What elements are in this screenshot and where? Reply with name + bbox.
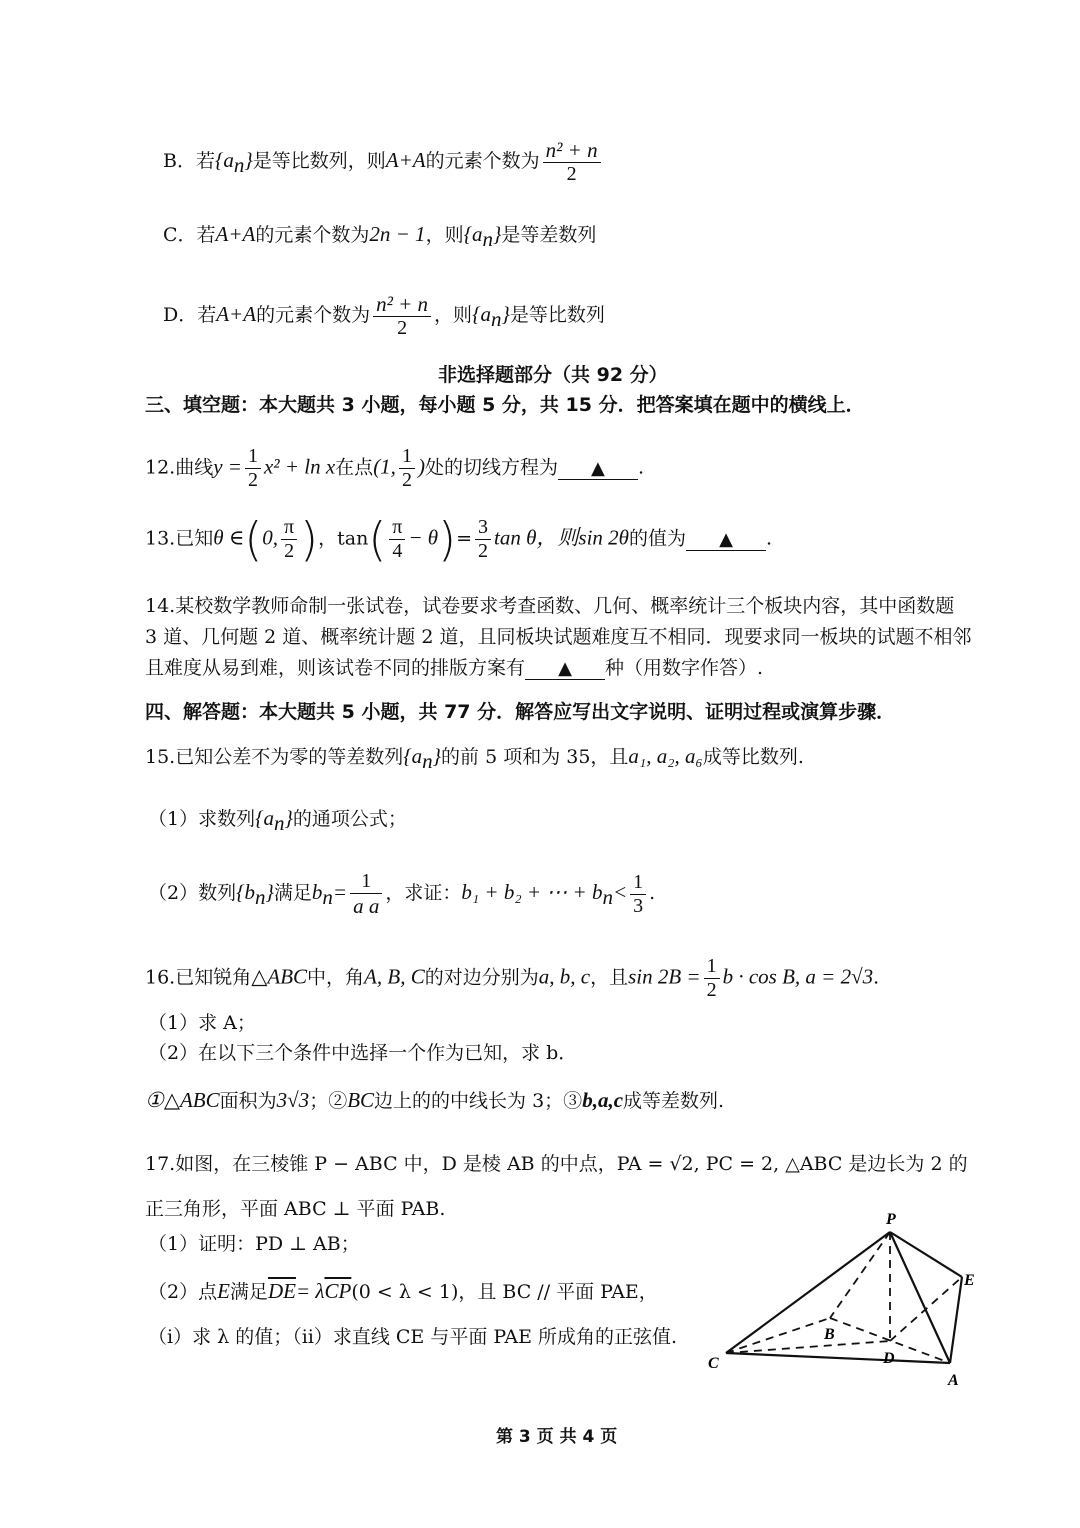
q15-2-g: b₁ + b₂ + ⋯ + b xyxy=(461,880,603,905)
question-17-part-2 xyxy=(148,1281,658,1302)
q12-h: 1 xyxy=(399,445,415,469)
question-16-part-2: （2）在以下三个条件中选择一个作为已知，求 b． xyxy=(148,1042,578,1064)
question-15: 15.已知公差不为零的等差数列$\{a_n\}$的前 5 项和为 35，且a₁, a₂, a₆成等比数列. xyxy=(145,744,804,773)
q16-3-f: 边上的的中线长为 3；③ xyxy=(374,1090,583,1112)
q16-3-e: BC xyxy=(347,1088,375,1112)
option-c-text3: 是等差数列 xyxy=(501,224,597,246)
q16-3-c: 3√3 xyxy=(276,1088,310,1112)
q13-d: π xyxy=(281,516,297,540)
option-c-set: {a xyxy=(463,222,483,246)
q15-2-frac-2 xyxy=(630,871,646,918)
q17-2-c: 满足 xyxy=(229,1281,268,1303)
q13-frac-1 xyxy=(281,516,297,563)
q15-set: {a xyxy=(403,744,423,768)
q15-1-a: （1）求数列 xyxy=(148,808,256,830)
question-17-line-2: 正三角形，平面 ABC ⊥ 平面 PAB. xyxy=(145,1198,446,1220)
q12-frac-1 xyxy=(245,445,261,492)
q13-k: 3 xyxy=(475,516,491,540)
q15-2-den: a a xyxy=(353,894,380,918)
q13-i: − θ xyxy=(408,525,439,550)
label-p: P xyxy=(886,1211,896,1228)
option-c-set-close: } xyxy=(492,222,502,246)
option-b-label: B．若 xyxy=(163,150,215,173)
label-b: B xyxy=(824,1326,835,1343)
edge-pb xyxy=(830,1232,890,1318)
q15-c: a₁, a₂, a₆ xyxy=(628,744,703,768)
question-14-line-2: 3 道、几何题 2 道、概率统计题 2 道，且同板块试题难度互不相同．现要求同一板块的试题不相邻 xyxy=(145,626,972,648)
q13-end: . xyxy=(766,527,773,550)
q15-d: 成等比数列. xyxy=(702,746,804,768)
option-b-set-close: } xyxy=(244,148,253,173)
q13-g: π xyxy=(389,516,405,540)
q16-a: 16.已知锐角 xyxy=(145,966,252,989)
edge-cd xyxy=(726,1341,890,1353)
q15-2-l: 3 xyxy=(633,894,644,917)
q17-2-f: $\overline{CP}$ xyxy=(324,1279,352,1303)
option-b-text1: 是等比数列，则 xyxy=(252,150,386,173)
question-14-line-1: 14.某校数学教师命制一张试卷，试卷要求考查函数、几何、概率统计三个板块内容，其中函数题 xyxy=(145,595,955,617)
q16-c: 中，角 xyxy=(307,966,365,989)
q16-3-a: ①△ABC xyxy=(145,1088,220,1112)
option-c-label: C．若 xyxy=(163,224,216,246)
q16-e: 的对边分别为 xyxy=(424,966,539,989)
option-d-text3: 是等比数列 xyxy=(509,304,605,327)
q17-2-e: = λ xyxy=(295,1279,325,1303)
q13-b: θ ∈ xyxy=(213,525,245,550)
q15-1-b: 的通项公式； xyxy=(292,808,407,830)
q13-m: tan θ，则 xyxy=(494,525,579,550)
q15-2-d: b xyxy=(311,880,323,905)
q12-f: 在点 xyxy=(335,456,374,479)
q15-2-frac-1 xyxy=(350,870,382,918)
q16-h: sin 2B = xyxy=(628,964,701,989)
option-c-text1: 的元素个数为 xyxy=(255,224,370,246)
q15-2-num: 1 xyxy=(350,870,382,894)
q15-b: 的前 5 项和为 35，且 xyxy=(441,746,629,768)
q17-2-a: （2）点 xyxy=(148,1281,218,1303)
q16-3-g: b,a,c xyxy=(582,1088,624,1112)
option-d-expr: A+A xyxy=(216,302,257,327)
q13-f: ，tan xyxy=(318,527,369,550)
q12-c: 1 xyxy=(245,445,261,469)
q13-answer-blank: ▲ xyxy=(686,531,766,551)
q15-2-b: {b xyxy=(236,880,255,905)
label-d: D xyxy=(883,1350,895,1367)
option-b-set: {a xyxy=(214,148,234,173)
edge-cb xyxy=(726,1318,830,1353)
q17-2-d: $\overline{DE}$ xyxy=(267,1279,296,1303)
label-a: A xyxy=(948,1372,959,1389)
option-d-set: {a xyxy=(472,302,491,327)
option-c-count: 2n − 1 xyxy=(369,222,426,246)
q15-2-end: . xyxy=(649,882,656,905)
q15-1-set: {a xyxy=(255,806,274,830)
q15-a: 15.已知公差不为零的等差数列 xyxy=(145,746,404,768)
option-c: C．若A+A的元素个数为2n − 1，则$\{a_n\}$是等差数列 xyxy=(163,222,597,251)
q13-frac-3 xyxy=(475,516,491,563)
q14-answer-blank: ▲ xyxy=(525,660,605,680)
tetrahedron-figure xyxy=(700,1205,990,1395)
q15-2-e: = xyxy=(332,880,348,905)
q13-e: 2 xyxy=(284,540,295,562)
q12-e: x² + ln x xyxy=(263,454,336,479)
q12-end: . xyxy=(637,456,644,479)
q13-n: sin 2θ xyxy=(578,525,629,550)
q12-b: y = xyxy=(213,454,242,479)
q16-frac xyxy=(704,955,720,1002)
section-title: 非选择题部分（共 92 分） xyxy=(438,364,668,386)
question-12 xyxy=(145,445,644,492)
q16-3-h: 成等差数列. xyxy=(623,1090,725,1112)
q12-answer-blank: ▲ xyxy=(558,460,638,480)
q13-l: 2 xyxy=(478,540,488,562)
q16-end: . xyxy=(873,966,880,989)
question-16-conditions xyxy=(145,1090,724,1111)
q15-2-a: （2）数列 xyxy=(148,882,237,905)
q16-g: ，且 xyxy=(590,966,629,989)
section-4-heading: 四、解答题：本大题共 5 小题，共 77 分．解答应写出文字说明、证明过程或演算步骤． xyxy=(145,701,896,723)
q13-c: 0, xyxy=(262,525,279,550)
q16-f: a, b, c xyxy=(538,964,591,989)
q16-3-b: 面积为 xyxy=(219,1090,277,1112)
q15-2-c: 满足 xyxy=(273,882,312,905)
q15-2-b2: } xyxy=(265,880,274,905)
edge-ca xyxy=(726,1353,950,1363)
q12-j: ) xyxy=(417,454,425,479)
q12-a: 12.曲线 xyxy=(145,456,214,479)
question-16-part-1: （1）求 A； xyxy=(148,1012,256,1034)
edge-de xyxy=(890,1277,962,1341)
option-b-denominator: 2 xyxy=(566,163,577,186)
option-b-text2: 的元素个数为 xyxy=(425,150,540,173)
q15-set-close: } xyxy=(432,744,442,768)
q17-2-g: (0 < λ < 1)，且 BC // 平面 PAE， xyxy=(351,1281,658,1303)
option-d: D．若A+A的元素个数为 $\frac{\text{n² + n}}{2}$ ，则$\{a_n\}$是等比数列 xyxy=(163,292,605,340)
edge-pc xyxy=(726,1232,890,1353)
q16-3-d: ；② xyxy=(309,1090,348,1112)
option-d-numerator: n² + n xyxy=(373,292,431,317)
q13-h: 4 xyxy=(392,540,403,562)
q16-d: A, B, C xyxy=(364,964,425,989)
q14-line-3-text: 且难度从易到难，则该试卷不同的排版方案有 xyxy=(145,657,526,679)
q12-frac-2 xyxy=(399,445,415,492)
q13-j: = xyxy=(456,527,472,550)
option-d-denominator: 2 xyxy=(397,317,408,340)
q14-end: 种（用数字作答）. xyxy=(605,657,764,679)
option-b-fraction xyxy=(543,138,601,186)
q12-g: (1, xyxy=(373,454,396,479)
q15-1-set-close: } xyxy=(284,806,293,830)
q15-2-k: 1 xyxy=(630,871,646,895)
option-d-text2: ，则 xyxy=(434,304,473,327)
question-15-part-2: （2）数列$\{b_n\}$满足$b_n=$ $\frac{1}{\text{a a}}$ ，求证：b₁ + b₂ + ⋯ + $b_n<$ $\frac{1}{3}$ . xyxy=(148,870,656,918)
question-14-line-3 xyxy=(145,659,763,680)
question-13: 13.已知θ ∈(0, $\frac{\pi}{2}$ )，tan( $\frac{\pi}{4}$ − θ)= $\frac{3}{2}$ tan θ，则sin 2θ的值为 ▲ . xyxy=(145,512,773,567)
option-b-numerator: n² + n xyxy=(543,138,601,163)
option-c-text2: ，则 xyxy=(425,224,464,246)
q16-b: △ABC xyxy=(251,964,308,989)
q17-2-b: E xyxy=(217,1279,230,1303)
q12-d: 2 xyxy=(247,469,258,491)
question-15-part-1: （1）求数列$\{a_n\}$的通项公式； xyxy=(148,806,407,835)
option-d-text1: 的元素个数为 xyxy=(256,304,371,327)
edge-ea xyxy=(950,1277,962,1363)
option-d-fraction xyxy=(373,292,431,340)
option-d-set-close: } xyxy=(501,302,510,327)
page-footer: 第 3 页 共 4 页 xyxy=(496,1427,618,1447)
q12-i: 2 xyxy=(401,469,412,491)
q13-a: 13.已知 xyxy=(145,527,214,550)
question-16 xyxy=(145,955,879,1002)
q13-frac-2 xyxy=(389,516,405,563)
option-b: B．若$\{a_n\}$是等比数列，则A+A的元素个数为 $\frac{\text{n² + n}}{2}$ xyxy=(163,138,604,186)
option-b-expr: A+A xyxy=(385,148,426,173)
q15-2-h: < xyxy=(612,880,628,905)
question-17-part-1: （1）证明：PD ⊥ AB； xyxy=(148,1233,360,1255)
option-c-expr: A+A xyxy=(215,222,256,246)
label-e: E xyxy=(964,1272,975,1289)
q16-k: 1 xyxy=(704,955,720,979)
q16-l: 2 xyxy=(706,979,717,1001)
q16-m: b · cos B, a = 2√3 xyxy=(722,964,874,989)
question-17-part-3: （ⅰ）求 λ 的值；（ⅱ）求直线 CE 与平面 PAE 所成角的正弦值. xyxy=(148,1326,678,1348)
q13-o: 的值为 xyxy=(628,527,686,550)
q15-2-f: ，求证： xyxy=(385,882,462,905)
question-17-line-1: 17.如图，在三棱锥 P − ABC 中，D 是棱 AB 的中点，PA = √2, PC = 2, △ABC 是边长为 2 的 xyxy=(145,1153,968,1175)
section-3-heading: 三、填空题：本大题共 3 小题，每小题 5 分，共 15 分．把答案填在题中的横线上． xyxy=(145,394,865,416)
option-d-label: D．若 xyxy=(163,304,217,327)
q12-k: 处的切线方程为 xyxy=(424,456,558,479)
label-c: C xyxy=(708,1355,719,1372)
